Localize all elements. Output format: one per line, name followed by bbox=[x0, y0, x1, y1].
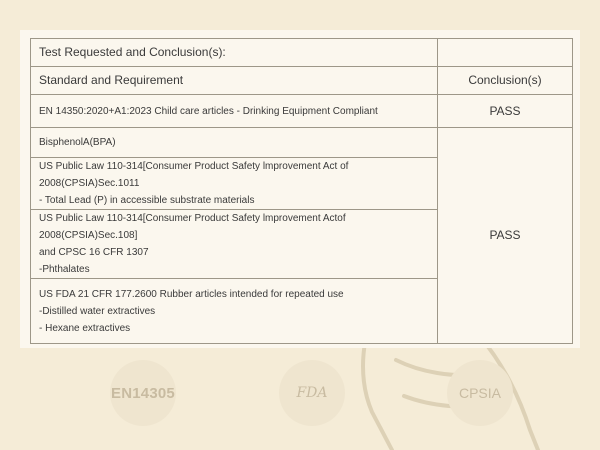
standard-header: Standard and Requirement bbox=[31, 67, 438, 95]
row-text: US Public Law 110-314[Consumer Product Safety lmprovement Act of 2008(CPSIA)Sec.1011 bbox=[39, 161, 349, 189]
row-text: BisphenolA(BPA) bbox=[39, 137, 116, 148]
row-text: EN 14350:2020+A1:2023 Child care articles - Drinking Equipment Compliant bbox=[39, 105, 378, 117]
header-row bbox=[31, 67, 573, 95]
table-title: Test Requested and Conclusion(s): bbox=[31, 39, 438, 67]
row-text: - Total Lead (P) in accessible substrate materials bbox=[39, 195, 255, 206]
cpsia-badge: CPSIA bbox=[447, 360, 513, 426]
row-text: US FDA 21 CFR 177.2600 Rubber articles intended for repeated use bbox=[39, 288, 344, 300]
row-bpa bbox=[31, 128, 438, 158]
fda-badge: FDA bbox=[279, 360, 345, 426]
row-text: -Phthalates bbox=[39, 264, 90, 275]
row-text: -Distilled water extractives bbox=[39, 305, 156, 317]
en14305-badge: EN14305 bbox=[110, 360, 176, 426]
conclusion-en14350: PASS bbox=[438, 95, 573, 128]
conclusion-header: Conclusion(s) bbox=[438, 67, 573, 95]
row-text: - Hexane extractives bbox=[39, 322, 131, 334]
test-results-table bbox=[30, 38, 573, 344]
table-row bbox=[31, 95, 573, 128]
row-cpsia-lead bbox=[31, 158, 438, 210]
row-cpsia-phthalates bbox=[31, 210, 438, 279]
row-fda-rubber bbox=[31, 279, 438, 344]
row-text: US Public Law 110-314[Consumer Product Safety lmprovement Actof 2008(CPSIA)Sec.108] bbox=[39, 213, 346, 241]
row-text: and CPSC 16 CFR 1307 bbox=[39, 247, 149, 258]
table-row bbox=[31, 128, 573, 158]
conclusion-group: PASS bbox=[438, 128, 573, 344]
title-row-blank bbox=[438, 39, 573, 67]
certification-badges bbox=[0, 360, 600, 430]
row-en14350 bbox=[31, 95, 438, 128]
title-row bbox=[31, 39, 573, 67]
